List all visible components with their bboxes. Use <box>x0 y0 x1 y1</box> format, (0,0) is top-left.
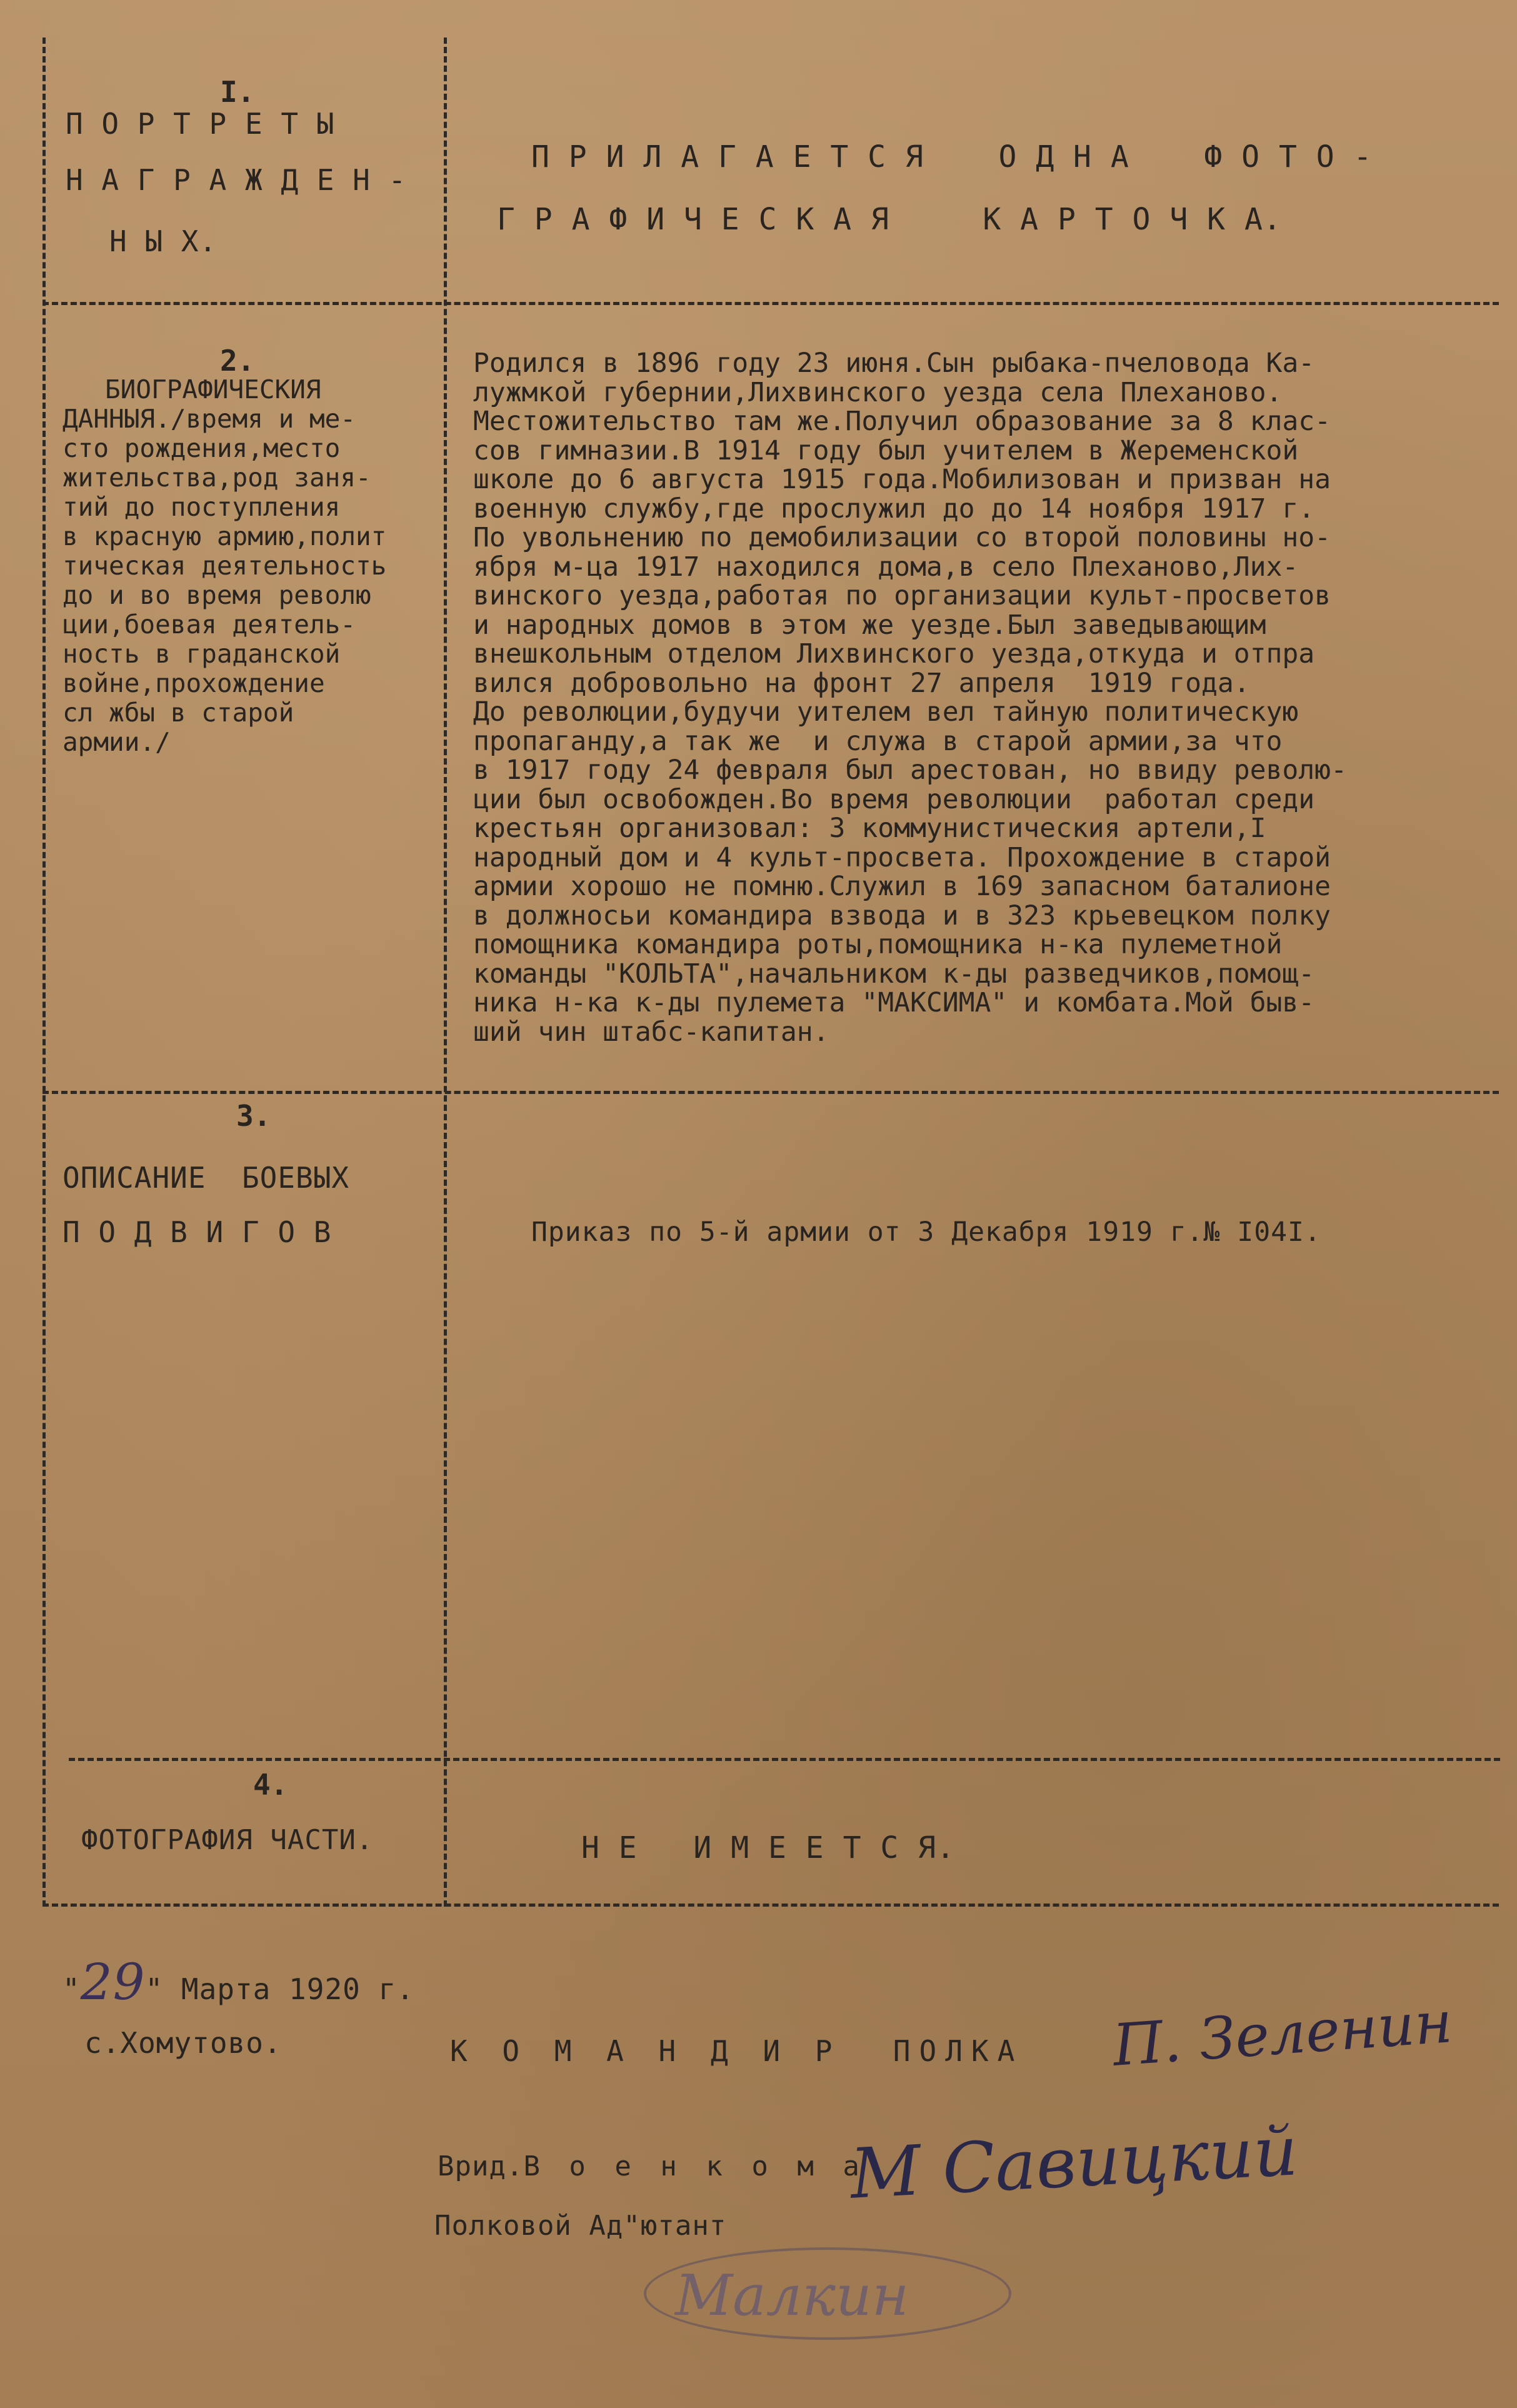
section-2-label-line: БИОГРАФИЧЕСКИЯ <box>105 374 321 404</box>
biography-line: команды "КОЛЬТА",начальником к-ды разведчиков,помощ- <box>473 958 1315 990</box>
biography-line: крестьян организовал: 3 коммунистическия артели,I <box>473 813 1266 844</box>
biography-line: лужмкой губернии,Лихвинского уезда села Плеханово. <box>473 376 1283 408</box>
adjutant-signature-flourish <box>644 2247 1011 2340</box>
biography-line: До революции,будучи уителем вел тайную политическую <box>473 696 1299 728</box>
section-2-label-line: сл жбы в старой <box>63 698 294 728</box>
section-3-label-line-1: ОПИСАНИЕ БОЕВЫХ <box>63 1161 350 1195</box>
biography-line: ника н-ка к-ды пулемета "МАКСИМА" и комбата.Мой быв- <box>473 987 1315 1018</box>
row-divider-3 <box>69 1758 1500 1761</box>
commander-label: К О М А Н Д И Р ПОЛКА <box>450 2034 1024 2068</box>
section-2-label-line: тическая деятельность <box>63 551 387 581</box>
biography-line: армии хорошо не помню.Служил в 169 запасном баталионе <box>473 871 1331 902</box>
section-4-label: ФОТОГРАФИЯ ЧАСТИ. <box>81 1824 374 1856</box>
commissar-signature: М Савицкий <box>848 2110 1300 2214</box>
section-1-label-line-2: Н А Г Р А Ж Д Е Н - <box>66 163 407 197</box>
section-2-label-line: армии./ <box>63 727 171 757</box>
biography-line: Местожительство там же.Получил образование за 8 клас- <box>473 406 1331 437</box>
section-4-value: Н Е И М Е Е Т С Я. <box>581 1830 955 1865</box>
biography-line: Родился в 1896 году 23 июня.Сын рыбака-пчеловода Ка- <box>473 348 1315 379</box>
row-divider-2 <box>43 1091 1499 1094</box>
biography-line: винского уезда,работая по организации культ-просветов <box>473 580 1331 611</box>
section-2-label-line: в красную армию,полит <box>63 521 387 551</box>
date-line: "29" Марта 1920 г. <box>63 1953 414 2011</box>
section-2-label-line: ДАННЫЯ./время и ме- <box>63 404 356 434</box>
section-2-label-line: ность в граданской <box>63 639 341 669</box>
section-1-value-line-2: Г Р А Ф И Ч Е С К А Я К А Р Т О Ч К А. <box>497 202 1282 237</box>
section-3-number: 3. <box>236 1099 271 1133</box>
commander-signature: П. Зеленин <box>1110 1989 1455 2079</box>
biography-line: По увольнению по демобилизации со второй половины но- <box>473 522 1331 553</box>
section-1-value-line-1: П Р И Л А Г А Е Т С Я О Д Н А Ф О Т О - <box>531 139 1373 174</box>
biography-line: в 1917 году 24 февраля был арестован, но ввиду револю- <box>473 755 1347 786</box>
biography-line: сов гимназии.В 1914 году был учителем в Жеременской <box>473 434 1299 466</box>
adjutant-label: Полковой Ад"ютант <box>434 2210 727 2242</box>
biography-line: вился добровольно на фронт 27 апреля 1919 года. <box>473 667 1250 699</box>
date-day: 29 <box>80 1953 146 2011</box>
section-2-label-line: жительства,род заня- <box>63 463 371 493</box>
section-2-label-line: до и во время револю <box>63 580 371 610</box>
section-1-number: I. <box>220 75 255 109</box>
row-divider-1 <box>43 302 1499 305</box>
section-3-order-text: Приказ по 5-й армии от 3 Декабря 1919 г.№ I04I. <box>531 1217 1321 1248</box>
commissar-label <box>438 2150 866 2183</box>
biography-line: и народных домов в этом же уезде.Был заведывающим <box>473 609 1266 641</box>
left-border <box>43 38 46 1907</box>
section-2-label-line: сто рождения,место <box>63 433 341 463</box>
bottom-border <box>43 1904 1499 1907</box>
biography-line: пропаганду,а так же и служа в старой армии,за что <box>473 725 1283 757</box>
section-2-number: 2. <box>220 344 255 378</box>
biography-line: внешкольным отделом Лихвинского уезда,откуда и отпра <box>473 638 1315 670</box>
biography-line: ября м-ца 1917 находился дома,в село Плеханово,Лих- <box>473 551 1299 583</box>
section-2-label-line: ции,боевая деятель- <box>63 610 356 640</box>
section-3-label-line-2: П О Д В И Г О В <box>63 1215 332 1249</box>
section-1-label-line-3: Н Ы Х. <box>109 224 218 258</box>
biography-line: помощника командира роты,помощника н-ка пулеметной <box>473 929 1283 960</box>
biography-line: ции был освобожден.Во время революции работал среди <box>473 783 1315 815</box>
date-rest: Марта 1920 г. <box>181 1972 414 2006</box>
commissar-label-prefix: Врид. <box>438 2150 524 2182</box>
biography-line: ший чин штабс-капитан. <box>473 1016 829 1048</box>
biography-line: военную службу,где прослужил до до 14 ноября 1917 г. <box>473 493 1315 524</box>
place: с.Хомутово. <box>84 2026 282 2060</box>
section-1-label-line-1: П О Р Т Р Е Т Ы <box>66 107 335 141</box>
column-divider <box>444 38 447 1907</box>
biography-line: народный дом и 4 культ-просвета. Прохождение в старой <box>473 841 1331 873</box>
biography-line: в должносьи командира взвода и в 323 крьевецком полку <box>473 900 1331 931</box>
adjutant-signature: Малкин <box>675 2263 909 2329</box>
biography-line: школе до 6 августа 1915 года.Мобилизован и призван на <box>473 464 1331 495</box>
section-2-label-line: войне,прохождение <box>63 668 325 698</box>
commissar-label-rest: В о е н к о м а <box>523 2150 866 2182</box>
section-4-number: 4. <box>253 1768 288 1802</box>
section-2-label-line: тий до поступления <box>63 492 341 522</box>
